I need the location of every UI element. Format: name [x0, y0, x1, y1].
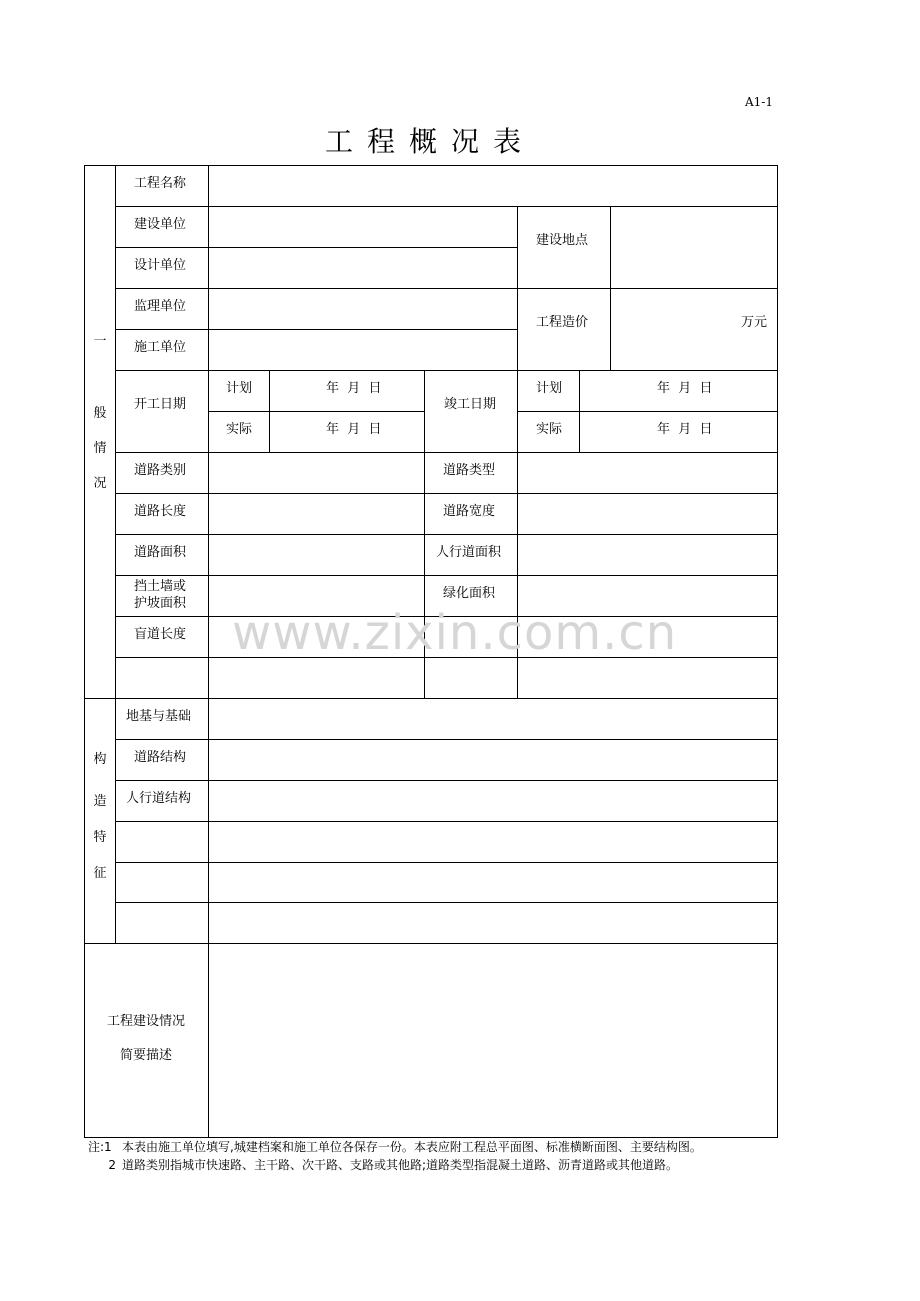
label-end-plan: 计划	[536, 381, 563, 396]
foundation-field[interactable]	[209, 699, 777, 739]
road-category-field[interactable]	[209, 453, 424, 493]
note-number: 2	[108, 1158, 116, 1172]
end-actual-date: 年 月 日	[657, 422, 713, 437]
road-area-field[interactable]	[209, 535, 424, 575]
build-site-field[interactable]	[611, 207, 777, 288]
watermark: www.zixin.com.cn	[232, 605, 678, 661]
note-number: 注:1	[88, 1140, 112, 1154]
road-length-field[interactable]	[209, 494, 424, 534]
section-char: 般	[93, 406, 107, 421]
label-sidewalk-area: 人行道面积	[436, 545, 502, 560]
label-road-type: 道路类型	[443, 463, 496, 478]
section-char: 造	[93, 794, 107, 809]
label-end-actual: 实际	[536, 422, 563, 437]
designer-field[interactable]	[209, 248, 517, 288]
note-item	[88, 1140, 742, 1155]
label-build-site: 建设地点	[536, 233, 589, 248]
label-sidewalk-structure: 人行道结构	[126, 791, 192, 806]
label-road-width: 道路宽度	[443, 504, 496, 519]
road-width-field[interactable]	[518, 494, 777, 534]
label-contractor: 施工单位	[134, 340, 187, 355]
note-text: 本表由施工单位填写,城建档案和施工单位各保存一份。本表应附工程总平面图、标准横断面图、主要结构图。	[122, 1140, 702, 1154]
section-char: 特	[93, 830, 107, 845]
section-char: 况	[93, 476, 107, 491]
label-supervisor: 监理单位	[134, 299, 187, 314]
end-plan-date: 年 月 日	[657, 381, 713, 396]
section-char: 一	[93, 334, 107, 349]
contractor-field[interactable]	[209, 330, 517, 370]
road-type-field[interactable]	[518, 453, 777, 493]
label-road-category: 道路类别	[134, 463, 187, 478]
supervisor-field[interactable]	[209, 289, 517, 329]
label-road-area: 道路面积	[134, 545, 187, 560]
document-code: A1-1	[745, 95, 773, 109]
label-blind-road-length: 盲道长度	[134, 627, 187, 642]
label-project-name: 工程名称	[134, 176, 187, 191]
road-structure-field[interactable]	[209, 740, 777, 780]
label-cost: 工程造价	[536, 315, 589, 330]
note-text: 道路类别指城市快速路、主干路、次干路、支路或其他路;道路类型指混凝土道路、沥青道路或其他道路。	[122, 1158, 679, 1172]
label-road-length: 道路长度	[134, 504, 187, 519]
label-greening-area: 绿化面积	[443, 586, 496, 601]
section-char: 征	[93, 866, 107, 881]
label-start-plan: 计划	[226, 381, 253, 396]
label-start-actual: 实际	[226, 422, 253, 437]
label-start-date: 开工日期	[134, 397, 187, 412]
cost-field[interactable]	[611, 289, 731, 370]
cost-unit: 万元	[741, 315, 768, 330]
section-char: 构	[93, 752, 107, 767]
label-road-structure: 道路结构	[134, 750, 187, 765]
start-actual-date: 年 月 日	[326, 422, 382, 437]
notes	[88, 1140, 742, 1173]
label-end-date: 竣工日期	[444, 397, 497, 412]
start-plan-date: 年 月 日	[326, 381, 382, 396]
label-retaining-wall-area: 挡土墙或护坡面积	[133, 579, 186, 611]
description-field[interactable]	[209, 944, 777, 1137]
page-title: 工程概况表	[324, 125, 535, 158]
section-char: 情	[93, 441, 107, 456]
label-foundation: 地基与基础	[126, 709, 192, 724]
label-builder: 建设单位	[134, 217, 187, 232]
sidewalk-area-field[interactable]	[518, 535, 777, 575]
builder-field[interactable]	[209, 207, 517, 247]
label-description: 工程建设情况简要描述	[106, 1014, 185, 1063]
sidewalk-structure-field[interactable]	[209, 781, 777, 821]
label-designer: 设计单位	[134, 258, 187, 273]
project-name-field[interactable]	[209, 166, 777, 206]
note-item	[88, 1158, 742, 1173]
